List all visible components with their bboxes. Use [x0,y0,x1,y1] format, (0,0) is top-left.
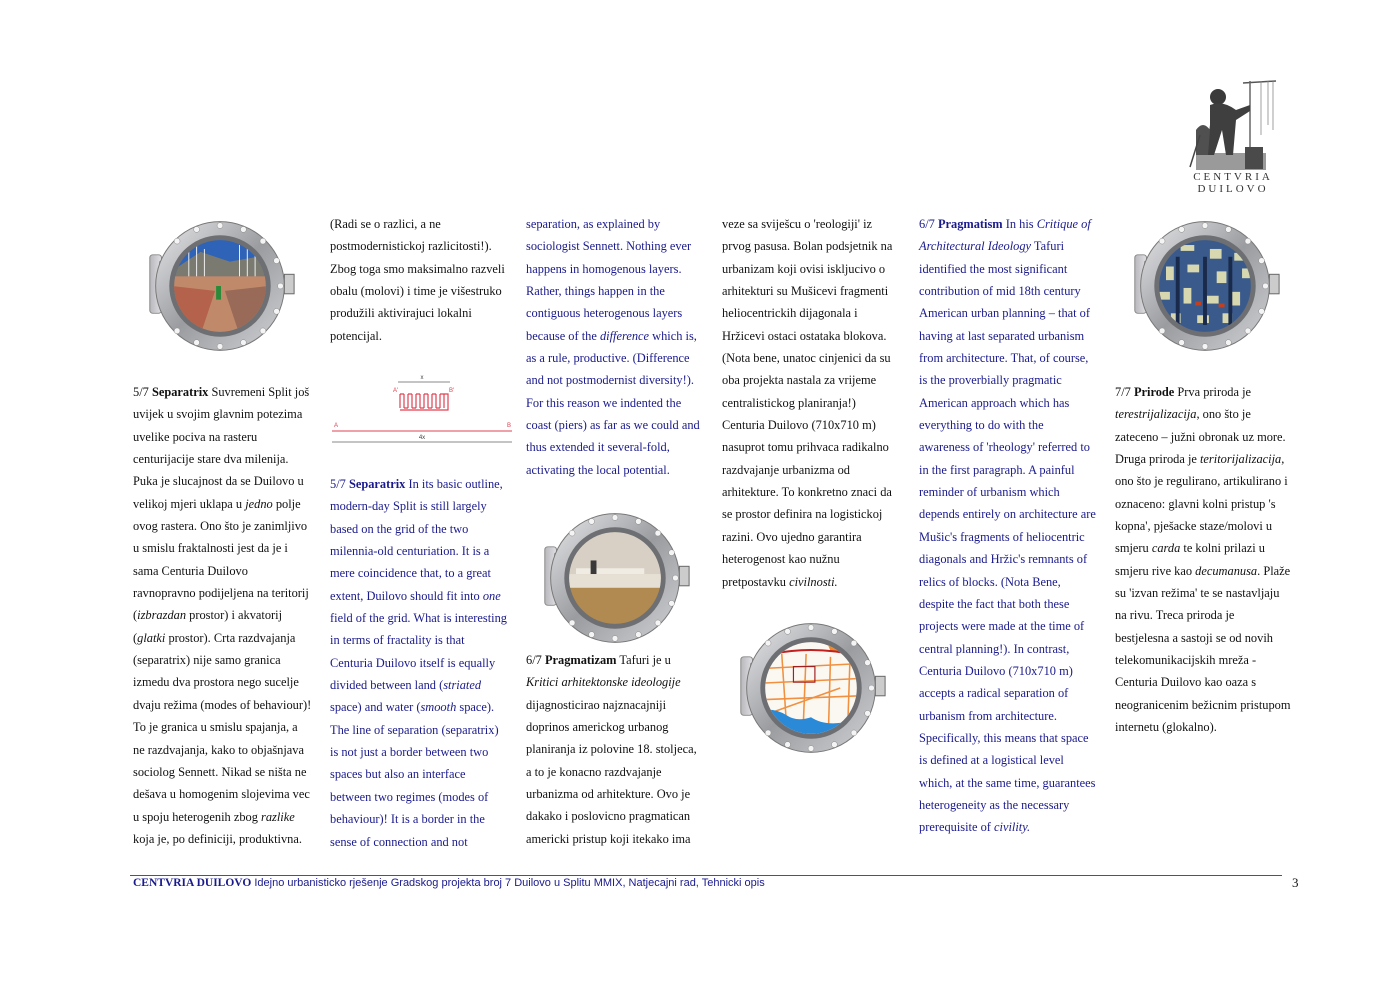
text-fragment: prostor) i akvatorij [186,608,283,623]
text-line: prvog pasusa. Bolan podsjetnik na [722,239,893,254]
text-line: Centuria Duilovo itself is equally [330,655,496,670]
text-line: neogranicenim bežicnim pristupom [1115,697,1291,712]
text-fragment: Tafuri je u [616,653,671,667]
italic-text: difference [599,328,650,343]
text-line: Specifically, this means that space [919,730,1089,745]
col2b-separatrix-en [330,473,522,853]
text-line: telekomunikacijskih mreža - [1115,653,1257,668]
section-heading: Pragmatizam [544,653,617,667]
text-line: accepts a radical separation of [919,686,1069,701]
text-fragment: , [1281,452,1285,467]
text-line: For this reason we indented the [526,395,682,410]
text-fragment: extent, Duilovo should fit into [330,588,483,603]
text-line: produžili aktivirajuci lokalni [330,306,472,321]
text-line: veze sa sviješcu o 'reologiji' iz [722,217,873,231]
text-fragment: divided between land ( [330,678,444,693]
text-line: in the first paragraph. A painful [919,462,1075,477]
text-line: ravnopravno podijeljena na teritorij [133,586,309,601]
text-line: sociolog Sennett. Nikad se ništa ne [133,764,307,779]
section-heading: Separatrix [348,477,406,491]
text-line: contiguous heterogenous layers [526,306,683,321]
text-line: (Nota bene, unatoc cinjenici da su [722,351,891,366]
text-line: razini. Ovo ujedno garantira [722,529,862,544]
text-line: su 'izvan režima' te se nastavljaju [1115,586,1280,601]
footer-divider [130,875,1282,876]
text-line: based on the grid of the two [330,521,469,536]
italic-text: civility. [994,820,1031,835]
text-fragment: smjeru [1115,541,1152,556]
text-fragment: space) and water ( [330,700,421,715]
text-line: having at last separated urbanism [919,328,1085,343]
text-line: kopna', pješacke staze/molovi u [1115,519,1273,534]
col2a-separatrix-hr-cont [330,213,522,347]
text-line: oba projekta nastala za vrijeme [722,373,877,388]
col3a-separatrix-en-cont [526,213,718,481]
text-fragment: Suvremeni Split još [208,385,310,399]
text-line: bestjelesna a sastoji se od novih [1115,630,1273,645]
text-line: centralistickog planiranja!) [722,395,856,410]
text-line: koja je, po definiciji, produktivna. [133,831,302,846]
text-line: Zbog toga smo maksimalno razveli [330,261,505,276]
diagram-a-prime: A' [393,388,399,394]
text-line [1115,537,1307,559]
text-line: Centuria Duilovo kao oaza s [1115,675,1257,690]
text-fragment: space). [456,700,495,715]
text-line: doprinos americkog urbanog [526,720,669,735]
text-line: Centuria Duilovo (710x710 m) [919,663,1073,678]
text-line [919,816,1111,838]
col3b-pragmatizam-hr [526,649,718,850]
italic-text: teritorijalizacija [1199,452,1282,467]
text-line: field of the grid. What is interesting [330,611,507,626]
text-line: postmodernistickoj razlicitosti!). [330,239,492,254]
text-line: (separatrix) nije samo granica [133,653,281,668]
text-fragment: . Plaže [1257,563,1291,578]
text-line: urbanism from architecture. [919,708,1057,723]
text-line [526,325,718,347]
text-line [1115,403,1307,425]
text-line: a to je konacno razdvajanje [526,764,662,779]
text-line: zateceno – južni obronak uz more. [1115,429,1286,444]
text-line [133,493,325,515]
text-line: uvijek u svojim glavnim potezima [133,407,303,422]
text-line: American urban planning – that of [919,306,1091,321]
text-line: urbanizam koji ovisi iskljucivo o [722,261,886,276]
text-line: sense of connection and not [330,834,468,849]
text-fragment: because of the [526,328,600,343]
text-line: awareness of 'rheology' referred to [919,440,1090,455]
text-line: is defined at a logistical level [919,753,1064,768]
text-line: reminder of urbanism which [919,485,1060,500]
text-line: urbanizma od arhitekture. Ovo je [526,787,691,802]
text-fragment: Druga priroda je [1115,452,1200,467]
city-porthole-image [1127,216,1283,356]
text-line: separation, as explained by [526,217,661,231]
footer-text: Idejno urbanisticko rješenje Gradskog projekta broj 7 Duilovo u Splitu MMIX, Natjecajni rad, Tehnicki opis [251,877,765,889]
section-heading: Separatrix [151,385,209,399]
text-line: contribution of mid 18th century [919,284,1081,299]
text-line: identified the most significant [919,261,1068,276]
italic-text: decumanusa [1195,563,1258,578]
page-number: 3 [1292,875,1299,890]
text-line: arhitekturi su Mušicevi fragmenti [722,284,889,299]
text-line [133,627,325,649]
text-line: ne razdvajanja, kako to objašnjava [133,742,304,757]
text-line [1115,381,1307,403]
text-line: thus extended it several-fold, [526,440,670,455]
text-line: The line of separation (separatrix) [330,722,499,737]
italic-text: carda [1151,541,1181,556]
text-line: Rather, things happen in the [526,284,665,299]
text-line: spaces but also an interface [330,767,466,782]
text-line: and not postmodernist diversity!). [526,373,694,388]
text-line [919,213,1111,235]
text-fragment: Prva priroda je [1174,385,1252,399]
italic-text: striated [443,678,482,693]
text-line: sociologist Sennett. Nothing ever [526,239,692,254]
section-number: 6/7 [919,217,938,231]
italic-text: smooth [420,700,457,715]
footer [133,877,765,889]
col5-pragmatism-en [919,213,1111,839]
text-line: Puka je slucajnost da se Duilovo u [133,474,304,489]
text-fragment: smjeru rive kao [1115,563,1196,578]
text-line: from architecture. That, of course, [919,351,1089,366]
text-line [133,604,325,626]
italic-text: Architectural Ideology [919,239,1032,254]
text-line [526,671,718,693]
text-line [330,473,522,495]
logo-line-1: CENTVRIA [1193,171,1273,183]
text-line: everything to do with the [919,418,1044,433]
text-fragment: polje [272,496,301,511]
section-number: 6/7 [526,653,545,667]
text-line: behaviour)! It is a border in the [330,812,485,827]
text-line: nasuprot tomu prihvaca radikalno [722,440,889,455]
map-porthole-image [733,618,889,758]
text-line: Mušic's fragments of heliocentric [919,529,1085,544]
text-line: dijagnosticirao najznacajniji [526,697,667,712]
text-line: as a rule, productive. (Difference [526,351,690,366]
section-heading: Prirode [1133,385,1175,399]
marina-porthole-image [142,216,298,356]
text-line: dešava u homogenim slojevima vec [133,787,310,802]
col6-prirode-hr [1115,381,1307,739]
text-line: na rivu. Treca priroda je [1115,608,1235,623]
text-line [133,381,325,403]
text-line: planiranja iz polovine 18. stoljeca, [526,742,697,757]
separatrix-diagram [330,372,515,447]
col1-separatrix-hr [133,381,325,850]
section-number: 5/7 [133,385,152,399]
text-line: central planning!). In contrast, [919,641,1070,656]
text-line: Centuria Duilovo (710x710 m) [722,418,876,433]
text-fragment: u spoju heterogenih zbog [133,809,262,824]
text-fragment: prostor). Crta razdvajanja [165,630,296,645]
text-fragment: velikoj mjeri uklapa u [133,496,246,511]
text-line: in terms of fractality is that [330,633,465,648]
text-fragment: In his [1002,217,1037,231]
text-line: ovog rastera. Ono što je zanimljivo [133,519,308,534]
text-line: dvaju režima (modes of behaviour)! [133,697,312,712]
text-fragment: ( [133,608,138,623]
text-line: internetu (glokalno). [1115,720,1217,735]
diagram-b-prime: B' [449,388,455,394]
text-line [722,571,914,593]
italic-text: razlike [261,809,295,824]
col4-pragmatizam-hr-cont [722,213,914,593]
diagram-b: B [507,423,512,429]
text-line: heterogeneity as the necessary [919,797,1070,812]
text-line: modern-day Split is still largely [330,499,487,514]
text-line: uvelike pociva na rasteru [133,429,258,444]
text-fragment: Tafuri [1031,239,1065,254]
diagram-a: A [334,423,339,429]
italic-text: civilnosti. [789,574,838,589]
statue-icon [1188,75,1278,170]
text-fragment: which is, [649,328,697,343]
text-line: dakako i poslovicno pragmatican [526,809,691,824]
logo-line-2: DUILOVO [1197,183,1269,195]
text-line: coast (piers) as far as we could and [526,418,700,433]
text-line: happens in homogenous layers. [526,261,682,276]
italic-text: terestrijalizacija [1115,407,1197,422]
italic-text: Kritici arhitektonske ideologije [526,675,681,690]
text-line: americki pristup koji itekako ima [526,831,691,846]
text-line: razdvajanje urbanizma od [722,462,850,477]
text-line [919,235,1111,257]
text-line [330,674,522,696]
text-line [330,696,522,718]
text-line: activating the local potential. [526,462,670,477]
diagram-top-label: x [420,375,424,381]
text-line: Hržicevi ostaci ostataka blokova. [722,328,887,343]
text-line: se prostor definira na logistickoj [722,507,883,522]
text-line: heterogenost kao nužnu [722,552,840,567]
text-fragment: prerequisite of [919,820,995,835]
text-line: despite the fact that both these [919,596,1070,611]
text-line: is not just a border between two [330,745,489,760]
text-line: sama Centuria Duilovo [133,563,248,578]
text-line: which, at the same time, guarantees [919,775,1096,790]
centvria-duilovo-logo [1188,75,1278,197]
text-line: ono što je regulirano, artikulirano i [1115,474,1288,489]
text-line: To je granica u smislu spajanja, a [133,720,298,735]
text-line [1115,448,1307,470]
diagram-bottom-label: 4x [418,435,426,441]
text-line [526,649,718,671]
text-line: obalu (molovi) i time je višestruko [330,284,502,299]
text-line: mere coincidence that, to a great [330,566,491,581]
text-fragment: te kolni prilazi u [1180,541,1265,556]
text-line: (Radi se o razlici, a ne [330,217,441,231]
text-line: centurijacije stare dva milenija. [133,452,289,467]
text-line [330,585,522,607]
text-line: heliocentrickih dijagonala i [722,306,858,321]
footer-brand: CENTVRIA DUILOVO [133,877,252,889]
section-number: 5/7 [330,477,349,491]
text-fragment: In its basic outline, [405,477,503,491]
text-line: milennia-old centuriation. It is a [330,544,490,559]
text-line: potencijal. [330,328,382,343]
text-line [133,806,325,828]
text-line: izmedu dva prostora nego sucelje [133,675,299,690]
italic-text: one [482,588,501,603]
italic-text: Critique of [1036,217,1091,231]
text-fragment: , ono što je [1196,407,1251,422]
text-line: u smislu fraktalnosti jest da je i [133,541,288,556]
text-line: arhitekture. To konkretno znaci da [722,485,892,500]
text-line: between two regimes (modes of [330,789,489,804]
text-line: depends entirely on architecture are [919,507,1096,522]
section-number: 7/7 [1115,385,1134,399]
pier-porthole-image [537,508,693,648]
text-fragment: ( [133,630,138,645]
text-line: American approach which has [919,395,1070,410]
text-line: oznaceno: glavni kolni pristup 's [1115,496,1276,511]
italic-text: glatki [137,630,166,645]
italic-text: jedno [245,496,273,511]
text-line: diagonals and Hržic's remnants of [919,552,1088,567]
text-line: relics of blocks. (Nota Bene, [919,574,1061,589]
section-heading: Pragmatism [937,217,1003,231]
text-line: projects were made at the time of [919,619,1085,634]
text-fragment: pretpostavku [722,574,790,589]
text-line: is the proverbially pragmatic [919,373,1062,388]
text-line [1115,560,1307,582]
italic-text: izbrazdan [137,608,187,623]
